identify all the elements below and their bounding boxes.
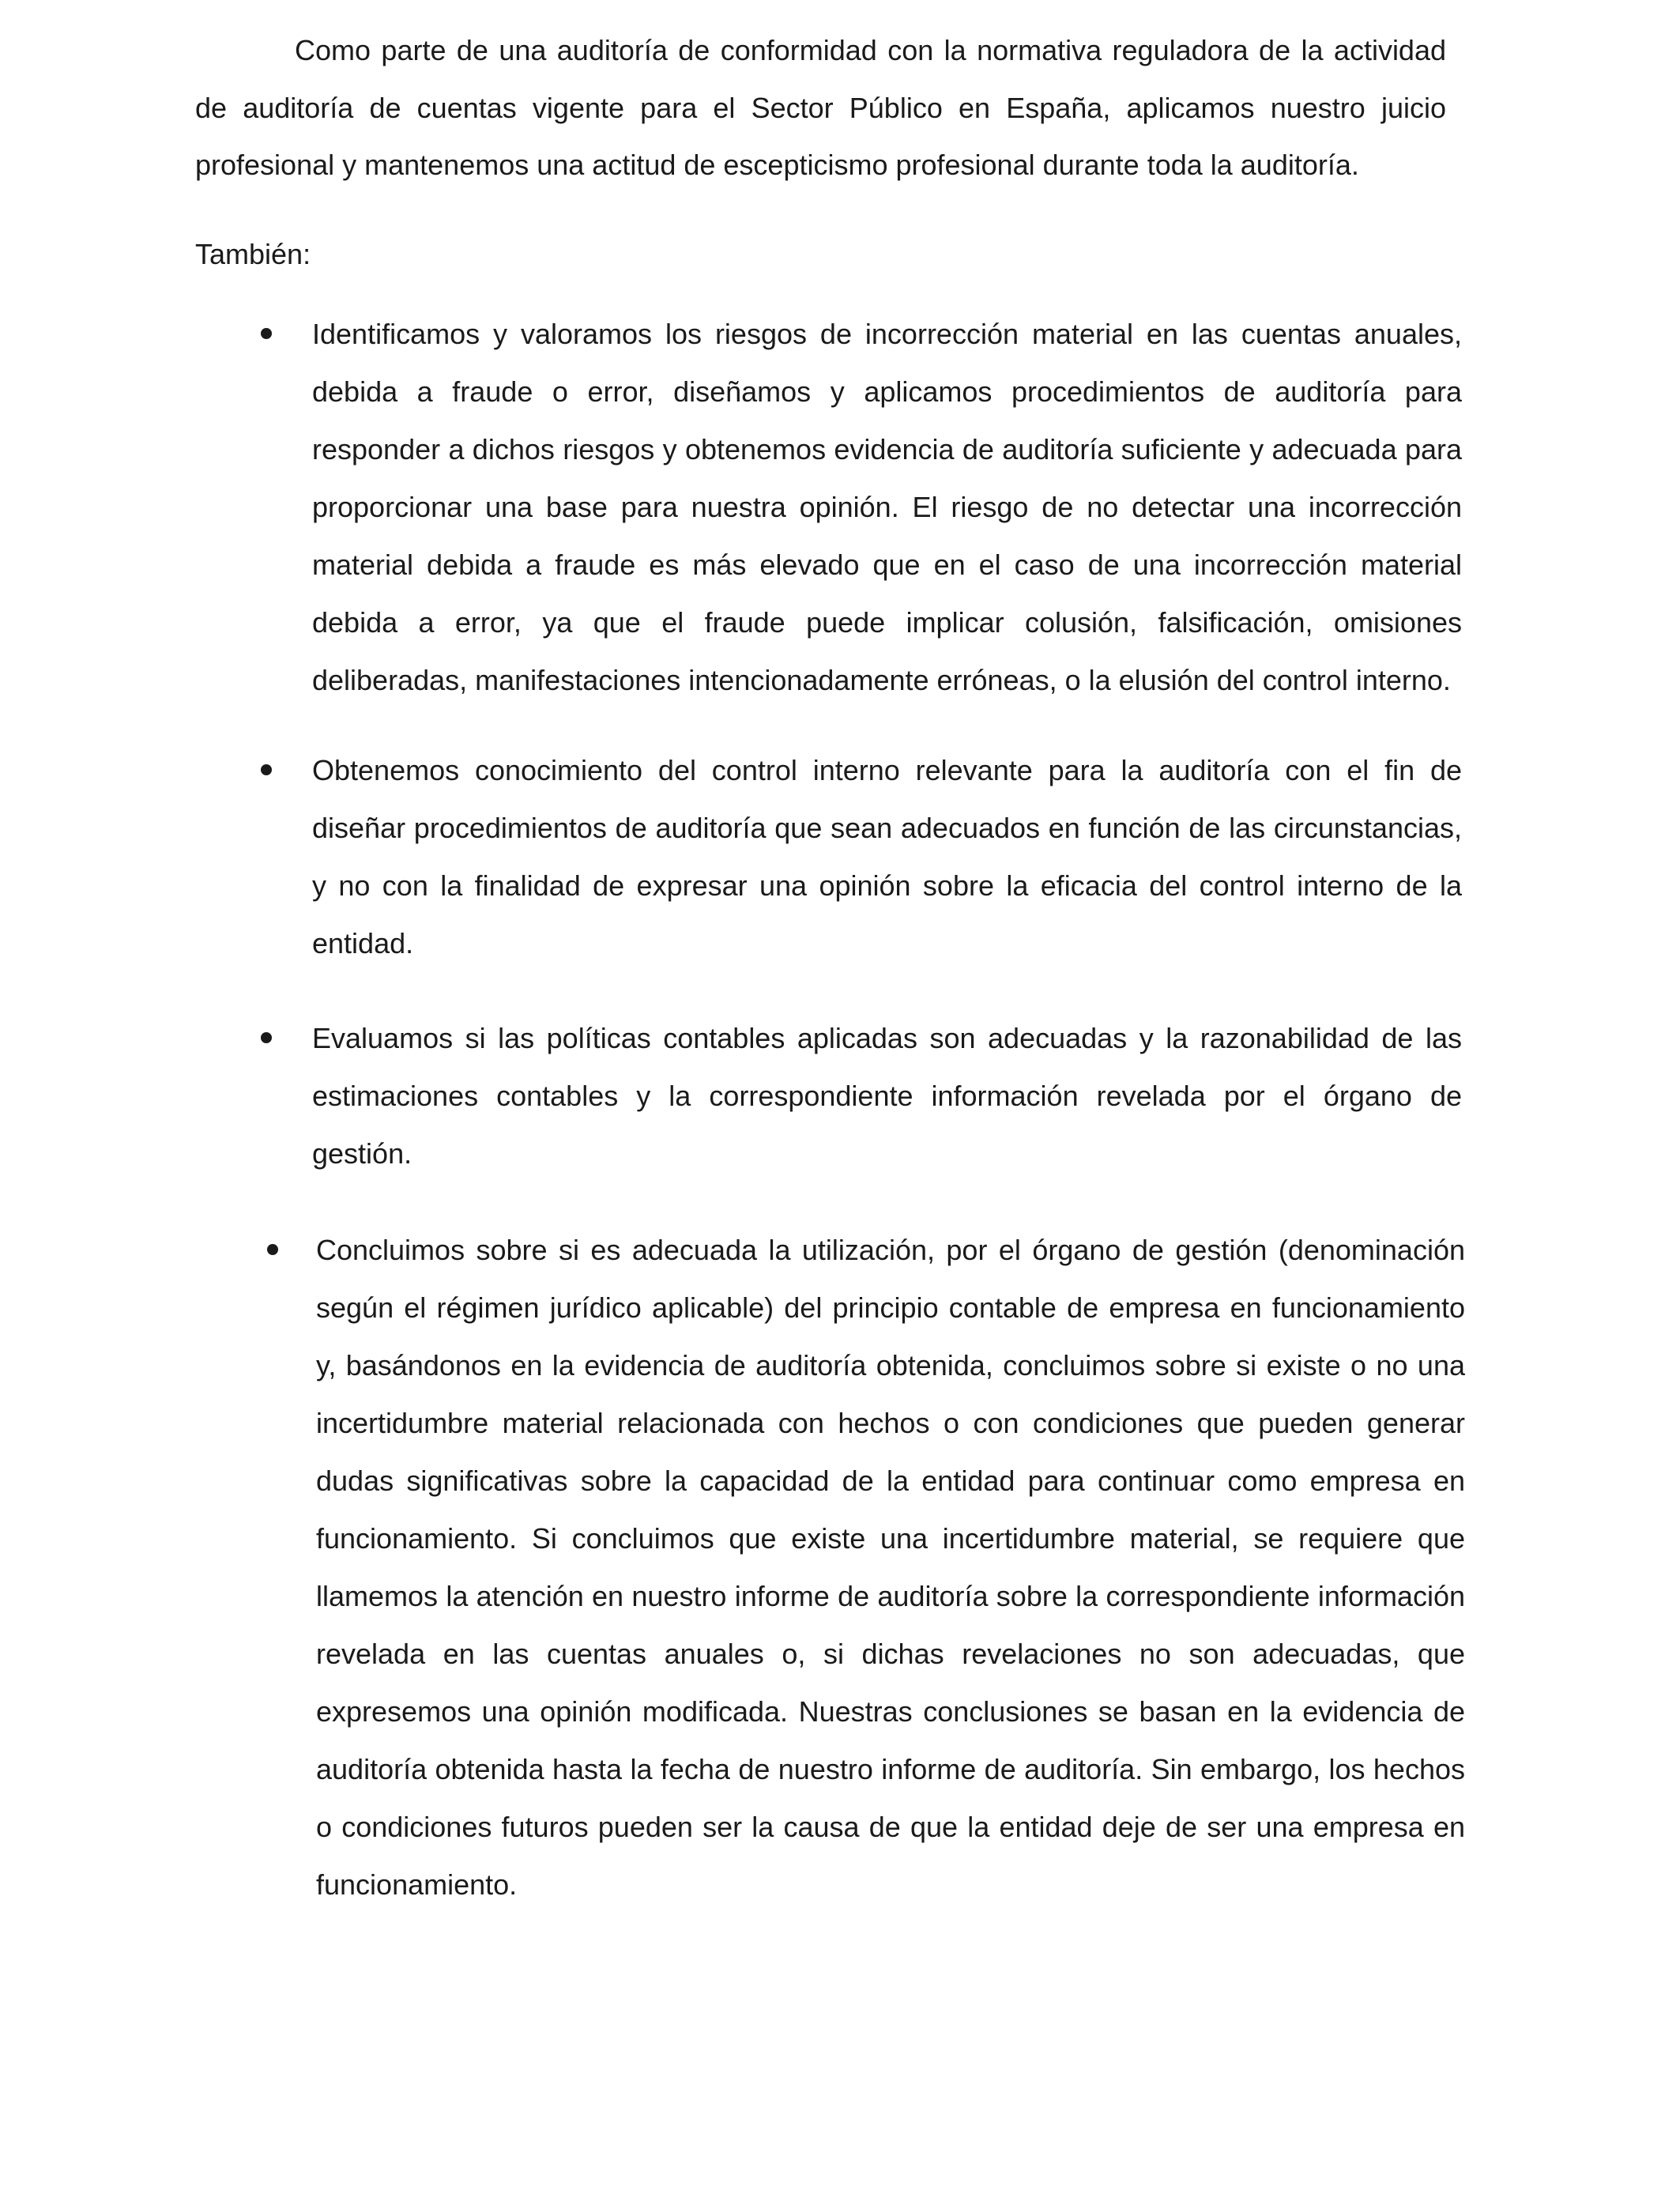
intro-paragraph: Como parte de una auditoría de conformidad con la normativa reguladora de la actividad de auditoría de cuentas vigente para el Sector Público en España, aplicamos nuestro juicio profesional y mantenemos una actitud de escepticismo profesional durante toda la auditoría. <box>195 34 1446 181</box>
bullet-icon <box>261 328 272 339</box>
bullet-text: Obtenemos conocimiento del control interno relevante para la auditoría con el fin de diseñar procedimientos de auditoría que sean adecuados en función de las circunstancias, y no con la finalidad de expresar una opinión sobre la eficacia del control interno de la entidad. <box>312 754 1462 959</box>
tambien-label: También: <box>195 238 311 270</box>
bullet-text: Identificamos y valoramos los riesgos de incorrección material en las cuentas anuales, debida a fraude o error, diseñamos y aplicamos procedimientos de auditoría para responder a dichos riesgos y obtenemos evidencia de auditoría suficiente y adecuada para proporcionar una base para nuestra opinión. El riesgo de no detectar una incorrección material debida a fraude es más elevado que en el caso de una incorrección material debida a error, ya que el fraude puede implicar colusión, falsificación, omisiones deliberadas, manifestaciones intencionadamente erróneas, o la elusión del control interno. <box>312 318 1462 696</box>
bullet-icon <box>261 1032 272 1043</box>
bullet-icon <box>261 764 272 775</box>
bullet-icon <box>267 1244 278 1255</box>
bullet-text: Evaluamos si las políticas contables aplicadas son adecuadas y la razonabilidad de las estimaciones contables y la correspondiente información revelada por el órgano de gestión. <box>312 1022 1462 1170</box>
bullet-text: Concluimos sobre si es adecuada la utilización, por el órgano de gestión (denominación según el régimen jurídico aplicable) del principio contable de empresa en funcionamiento y, basándonos en la evidencia de auditoría obtenida, concluimos sobre si existe o no una incertidumbre material relacionada con hechos o con condiciones que pueden generar dudas significativas sobre la capacidad de la entidad para continuar como empresa en funcionamiento. Si concluimos que existe una incertidumbre material, se requiere que llamemos la atención en nuestro informe de auditoría sobre la correspondiente información revelada en las cuentas anuales o, si dichas revelaciones no son adecuadas, que expresemos una opinión modificada. Nuestras conclusiones se basan en la evidencia de auditoría obtenida hasta la fecha de nuestro informe de auditoría. Sin embargo, los hechos o condiciones futuros pueden ser la causa de que la entidad deje de ser una empresa en funcionamiento. <box>316 1234 1465 1901</box>
